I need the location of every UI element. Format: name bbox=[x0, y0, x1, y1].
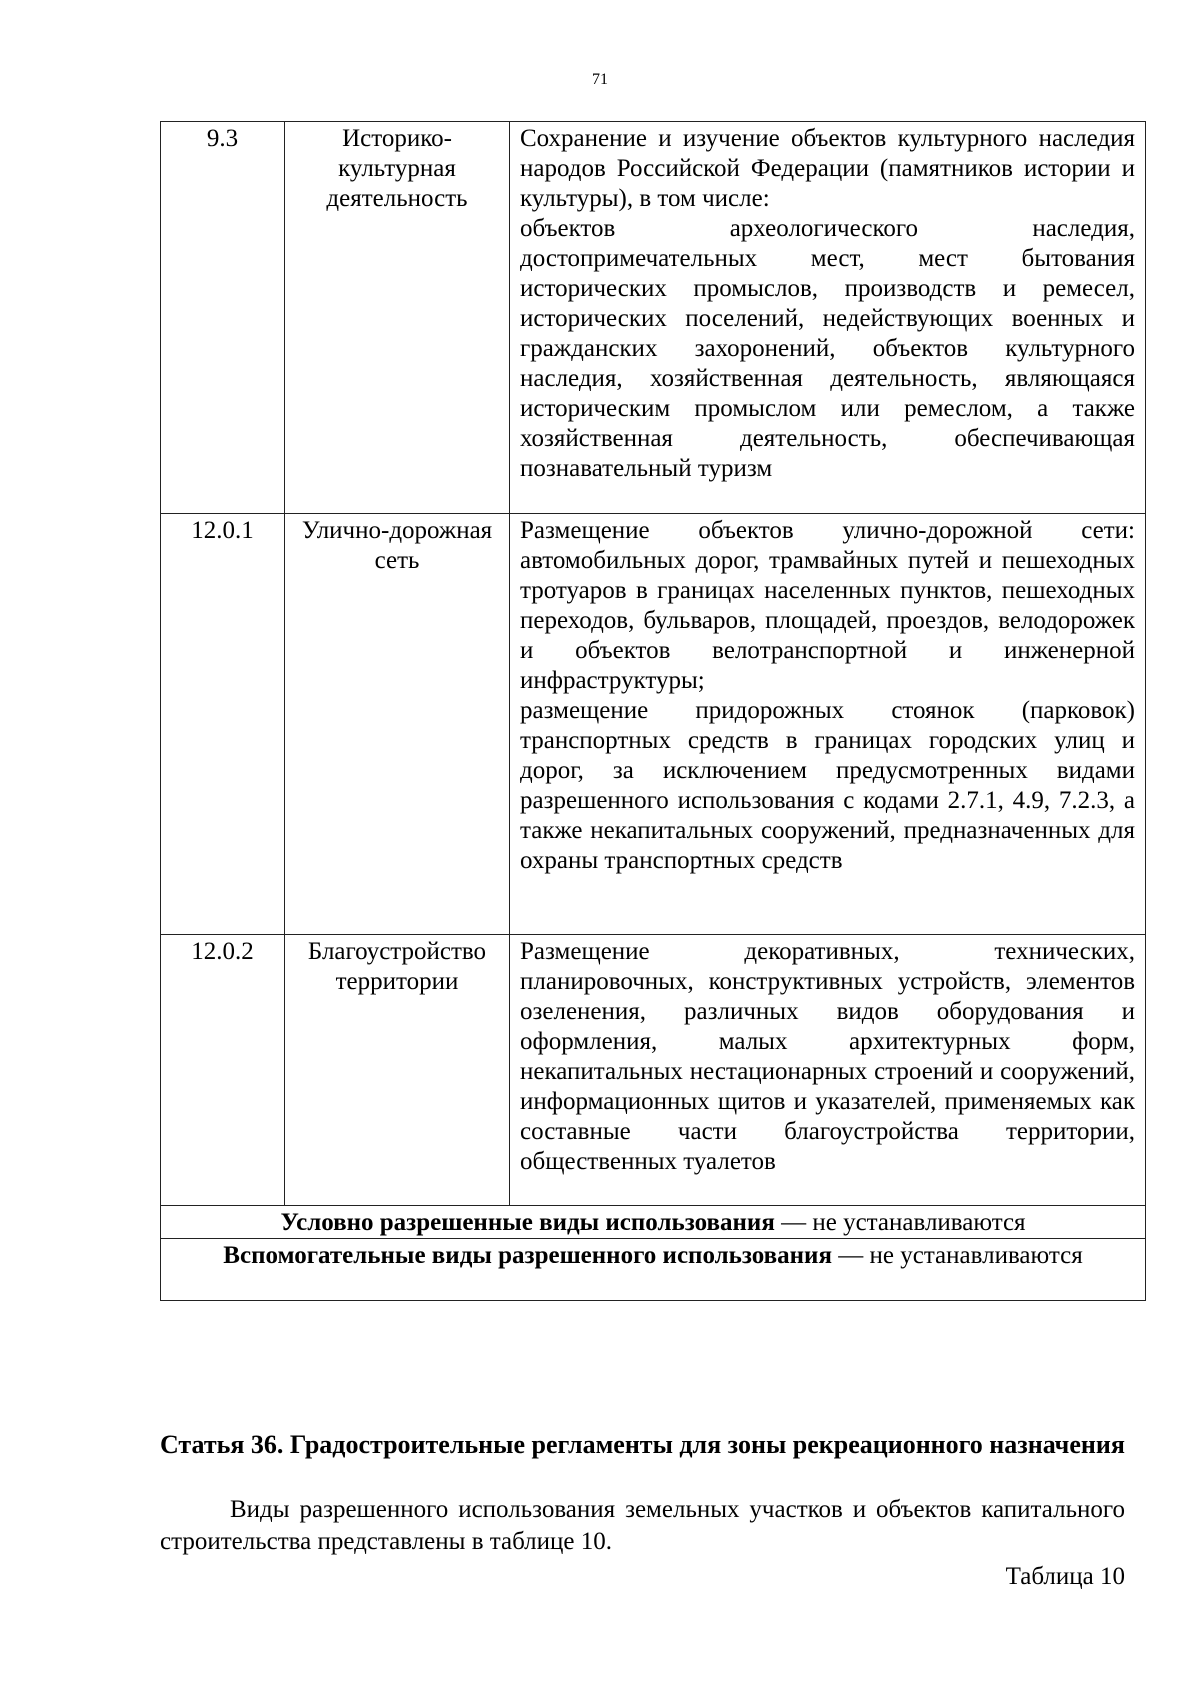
conditional-uses-status: — не устанавливаются bbox=[774, 1209, 1026, 1236]
description-paragraph: Размещение объектов улично-дорожной сети: автомобильных дорог, трамвайных путей и пешеходных тротуаров в границах населенных пунктов, пешеходных переходов, бульваров, площадей, проездов, велодорожек и объектов велотранспортной и инженерной инфраструктуры; bbox=[520, 517, 1135, 694]
row-name: Благоустройство территории bbox=[285, 935, 510, 1206]
conditional-uses-row bbox=[161, 1206, 1146, 1239]
auxiliary-uses-row bbox=[161, 1239, 1146, 1301]
table-row bbox=[161, 122, 1146, 514]
table-caption: Таблица 10 bbox=[1005, 1563, 1125, 1590]
row-description bbox=[510, 514, 1146, 935]
table-row bbox=[161, 935, 1146, 1206]
conditional-uses-cell bbox=[161, 1206, 1146, 1239]
table-row bbox=[161, 514, 1146, 935]
row-description bbox=[510, 122, 1146, 514]
auxiliary-uses-status: — не устанавливаются bbox=[832, 1242, 1083, 1269]
row-code: 12.0.1 bbox=[161, 514, 285, 935]
row-description bbox=[510, 935, 1146, 1206]
article-title: Статья 36. Градостроительные регламенты для зоны рекреационного назначения bbox=[160, 1430, 1125, 1459]
row-code: 12.0.2 bbox=[161, 935, 285, 1206]
description-paragraph: Размещение декоративных, технических, планировочных, конструктивных устройств, элементов озеленения, различных видов оборудования и оформления, малых архитектурных форм, некапитальных нестационарных строений и сооружений, информационных щитов и указателей, применяемых как составные части благоустройства территории, общественных туалетов bbox=[520, 938, 1135, 1175]
conditional-uses-label: Условно разрешенные виды использования bbox=[280, 1209, 775, 1236]
land-use-table bbox=[160, 121, 1146, 1301]
article-text: Виды разрешенного использования земельных участков и объектов капитального строительства представлены в таблице 10. bbox=[160, 1496, 1125, 1555]
description-paragraph: размещение придорожных стоянок (парковок) транспортных средств в границах городских улиц и дорог, за исключением предусмотренных видами разрешенного использования с кодами 2.7.1, 4.9, 7.2.3, а также некапитальных сооружений, предназначенных для охраны транспортных средств bbox=[520, 697, 1135, 874]
description-paragraph: Сохранение и изучение объектов культурного наследия народов Российской Федерации (памятников истории и культуры), в том числе: bbox=[520, 125, 1135, 212]
row-code: 9.3 bbox=[161, 122, 285, 514]
description-paragraph: объектов археологического наследия, достопримечательных мест, мест бытования исторических промыслов, производств и ремесел, исторических поселений, недействующих военных и гражданских захоронений, объектов культурного наследия, хозяйственная деятельность, являющаяся историческим промыслом или ремеслом, а также хозяйственная деятельность, обеспечивающая познавательный туризм bbox=[520, 215, 1135, 482]
auxiliary-uses-cell bbox=[161, 1239, 1146, 1301]
row-name: Историко-культурная деятельность bbox=[285, 122, 510, 514]
page-number: 71 bbox=[592, 71, 608, 88]
auxiliary-uses-label: Вспомогательные виды разрешенного использования bbox=[223, 1242, 832, 1269]
row-name: Улично-дорожная сеть bbox=[285, 514, 510, 935]
